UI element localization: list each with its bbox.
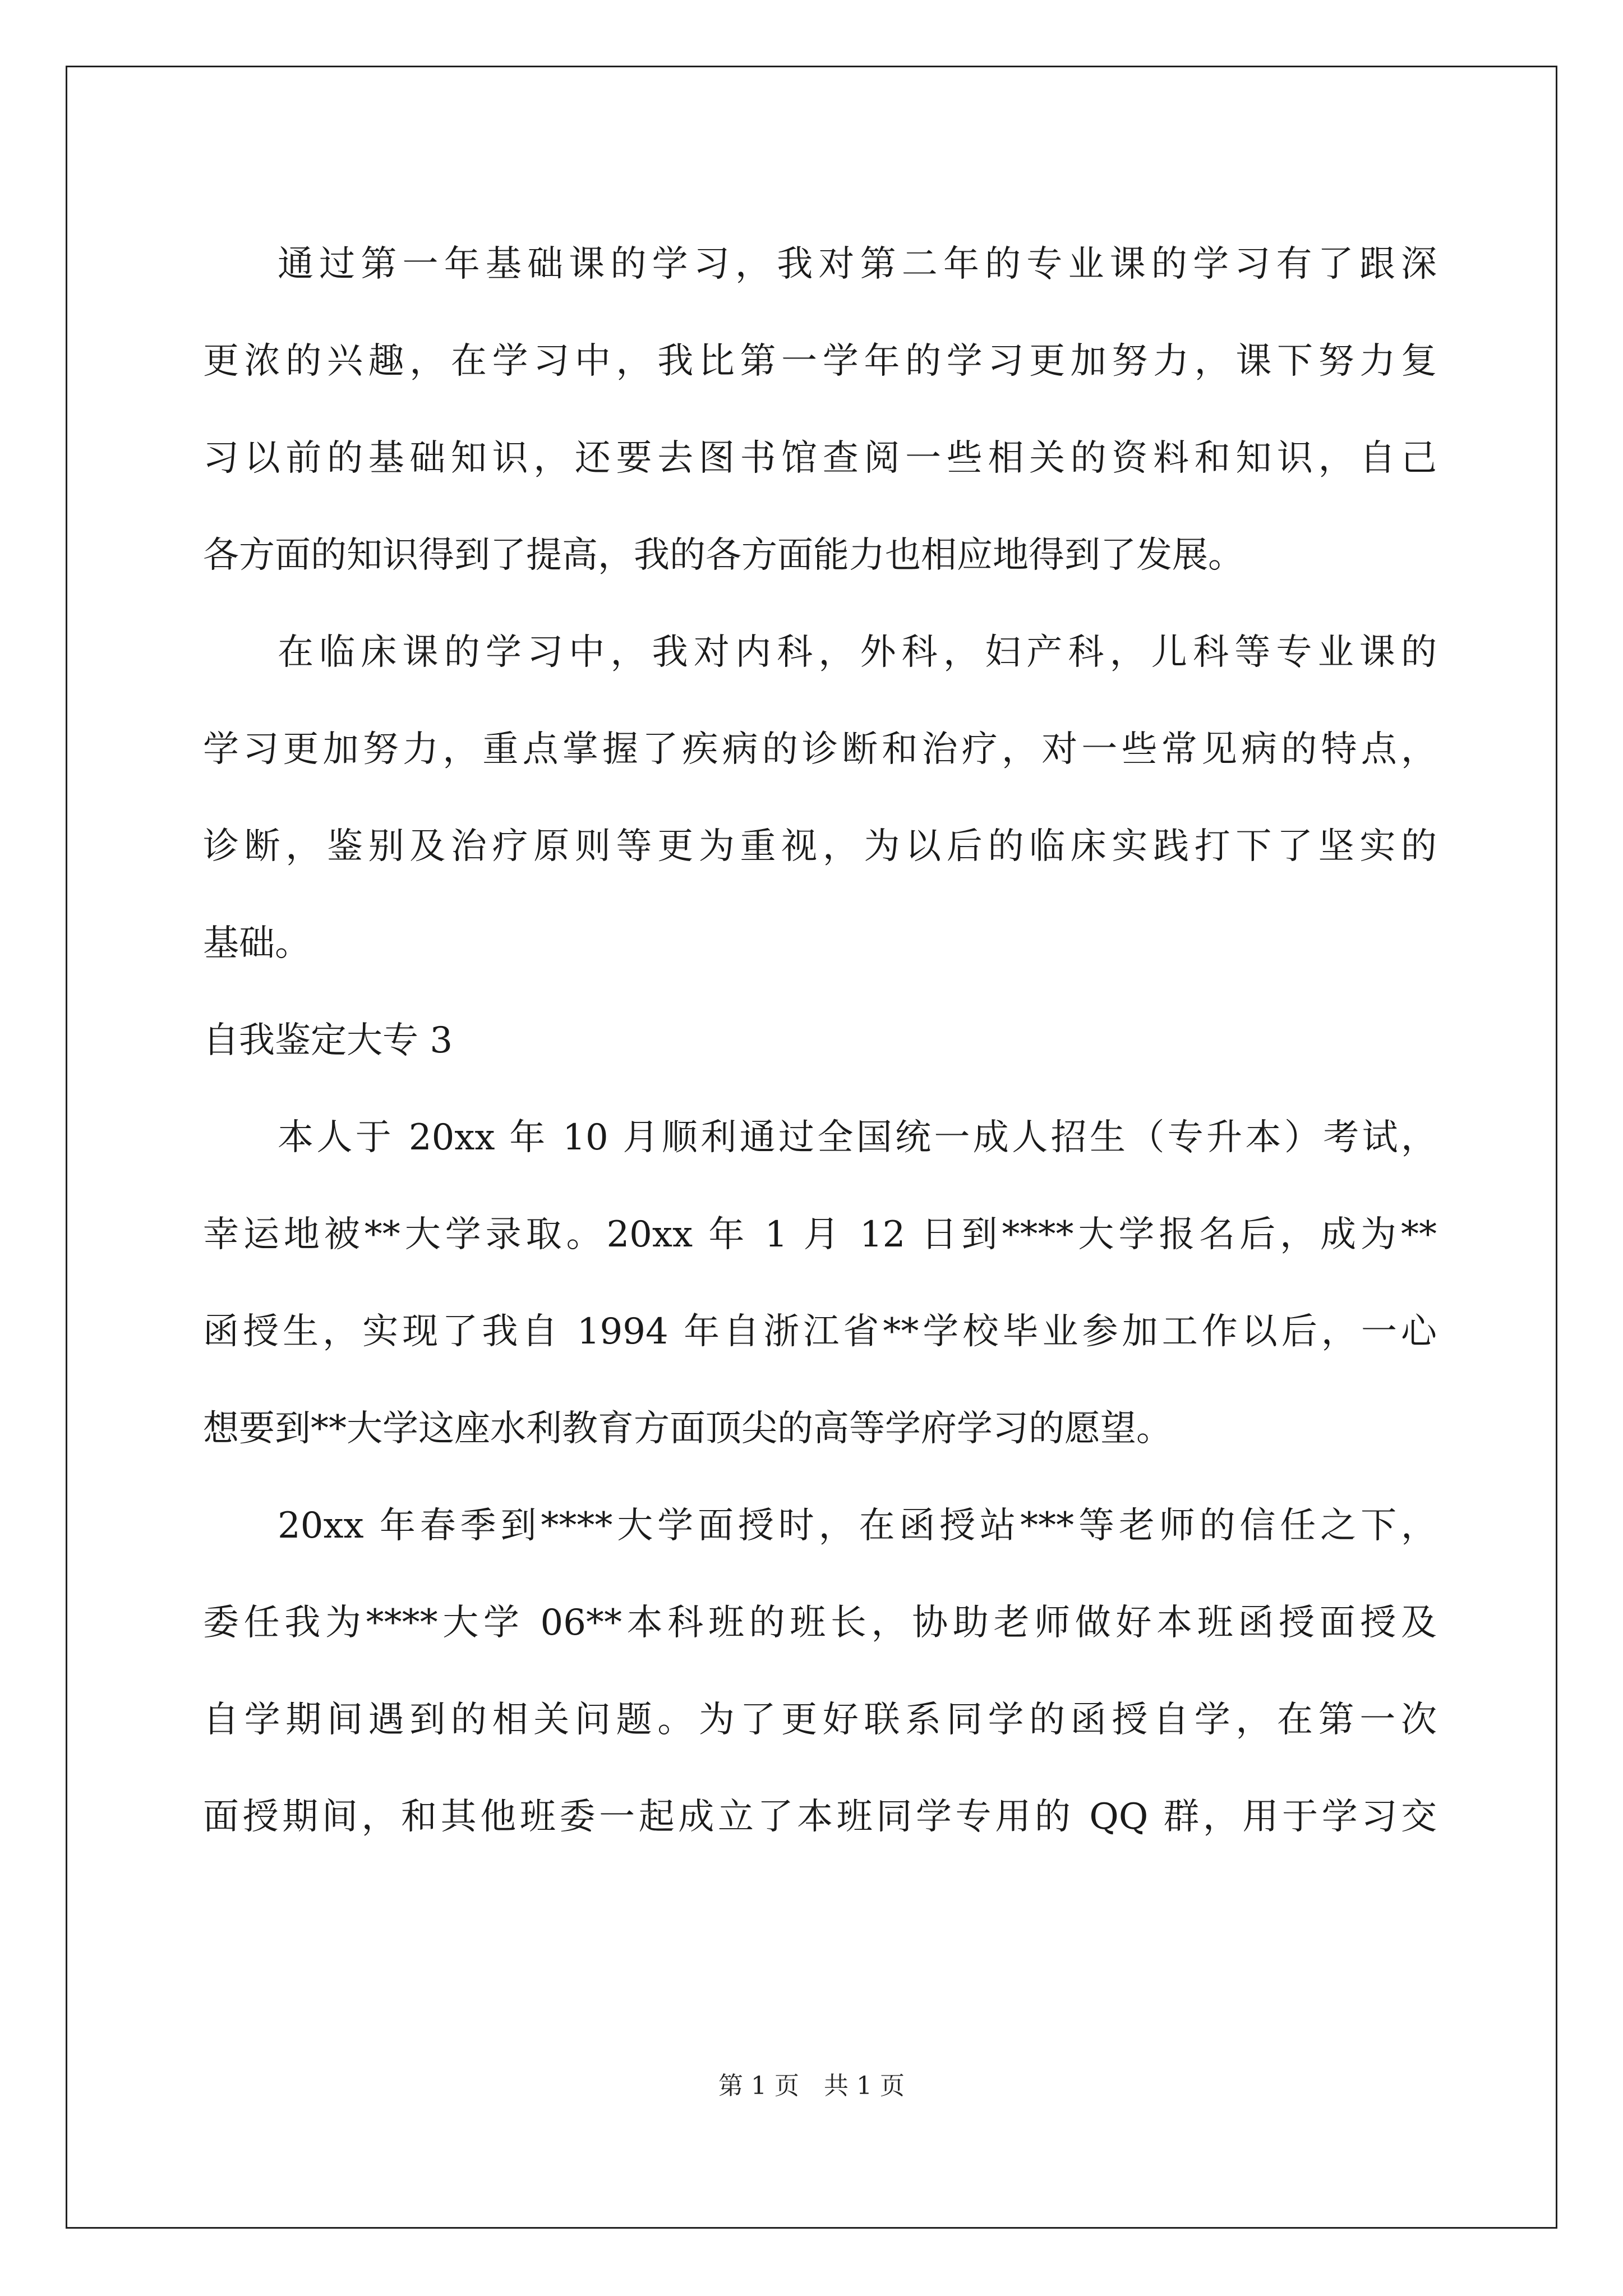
paragraph-2-line-2: 学习更加努力，重点掌握了疾病的诊断和治疗，对一些常见病的特点， [203,729,1437,770]
section-heading: 自我鉴定大专 3 [203,1020,453,1061]
document-body [203,216,1437,1866]
paragraph-4-line-4: 面授期间，和其他班委一起成立了本班同学专用的 QQ 群，用于学习交 [203,1796,1437,1838]
paragraph-3-line-3: 函授生，实现了我自 1994 年自浙江省**学校毕业参加工作以后，一心 [203,1311,1437,1352]
paragraph-4-line-1: 20xx 年春季到****大学面授时，在函授站***等老师的信任之下， [278,1505,1437,1547]
paragraph-1-line-4: 各方面的知识得到了提高，我的各方面能力也相应地得到了发展。 [203,535,1244,576]
paragraph-2-line-3: 诊断，鉴别及治疗原则等更为重视，为以后的临床实践打下了坚实的 [203,826,1437,867]
paragraph-4-line-3: 自学期间遇到的相关问题。为了更好联系同学的函授自学，在第一次 [203,1699,1437,1741]
page-total: 共 1 页 [824,2072,905,2100]
paragraph-2-line-1: 在临床课的学习中，我对内科，外科，妇产科，儿科等专业课的 [278,632,1437,673]
page-footer [0,2065,1623,2101]
paragraph-3-line-1: 本人于 20xx 年 10 月顺利通过全国统一成人招生（专升本）考试， [278,1117,1437,1158]
paragraph-1-line-3: 习以前的基础知识，还要去图书馆查阅一些相关的资料和知识，自己 [203,438,1437,479]
paragraph-4-line-2: 委任我为****大学 06**本科班的班长，协助老师做好本班函授面授及 [203,1602,1437,1644]
paragraph-3-line-2: 幸运地被**大学录取。20xx 年 1 月 12 日到****大学报名后，成为** [203,1214,1437,1255]
page-number: 第 1 页 [718,2072,799,2100]
paragraph-3-line-4: 想要到**大学这座水利教育方面顶尖的高等学府学习的愿望。 [203,1408,1172,1450]
paragraph-1-line-2: 更浓的兴趣，在学习中，我比第一学年的学习更加努力，课下努力复 [203,341,1437,382]
paragraph-2-line-4: 基础。 [203,923,311,964]
paragraph-1-line-1: 通过第一年基础课的学习，我对第二年的专业课的学习有了跟深 [278,243,1437,285]
